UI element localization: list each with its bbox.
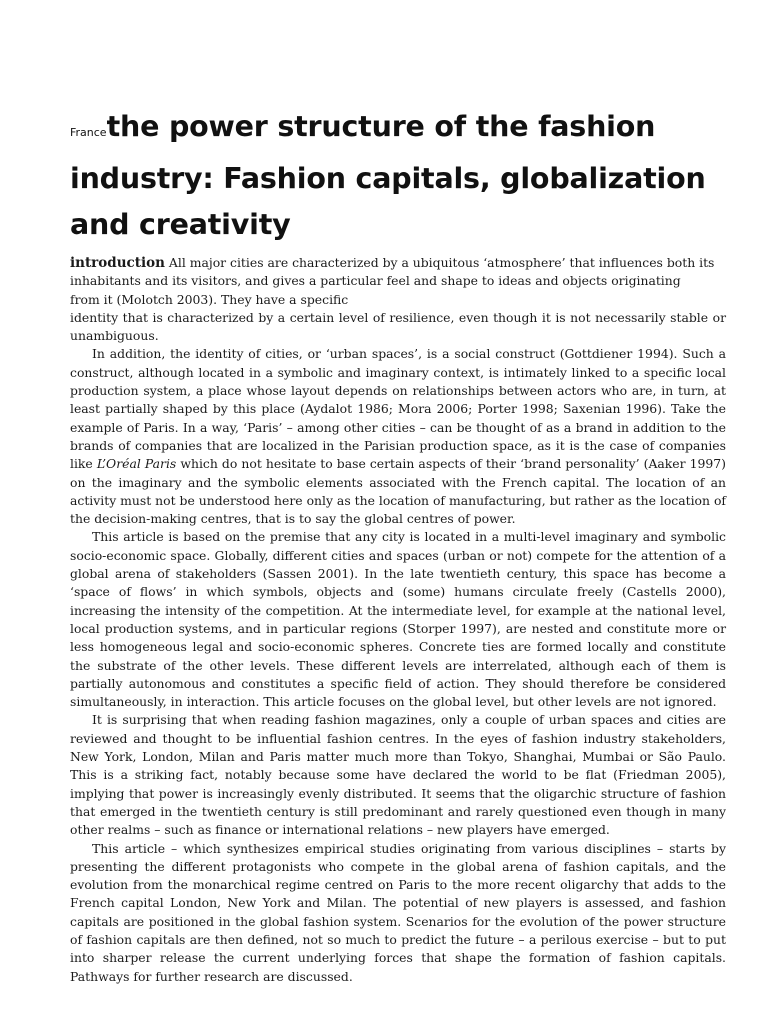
paragraph-4: It is surprising that when reading fashion magazines, only a couple of urban spaces and cities are reviewed and thought to be influential fashion centres. In the eyes of fashion industry stakeholders, New York, London, Milan and Paris matter much more than Tokyo, Shanghai, Mumbai or São Paulo. This is a striking fact, notably because some have declared the world to be flat (Friedman 2005), implying that power is increasingly evenly distributed. It seems that the oligarchic structure of fashion that emerged in the twentieth century is still predominant and rarely questioned even though in many other realms – such as finance or international relations – new players have emerged. bbox=[70, 712, 726, 838]
paragraph-3: This article is based on the premise that any city is located in a multi-level imaginary and symbolic socio-economic space. Globally, different cities and spaces (urban or not) compete for the attention of a global arena of stakeholders (Sassen 2001). In the late twentieth century, this space has become a ‘space of flows’ in which symbols, objects and (some) humans circulate freely (Castells 2000), increasing the intensity of the competition. At the intermediate level, for example at the national level, local production systems, and in particular regions (Storper 1997), are nested and constitute more or less homogeneous legal and socio-economic spheres. Concrete ties are formed locally and constitute the substrate of the other levels. These different levels are interrelated, although each of them is partially autonomous and constitutes a specific field of action. They should therefore be considered simultaneously, in interaction. This article focuses on the global level, but other levels are not ignored. bbox=[70, 529, 726, 710]
title-text: the power structure of the fashion industry: Fashion capitals, globalization and creativity bbox=[70, 110, 706, 241]
intro-paragraph-start bbox=[70, 254, 726, 291]
paragraph-5: This article – which synthesizes empirical studies originating from various disciplines – starts by presenting the different protagonists who compete in the global arena of fashion capitals, and the evolution from the monarchical regime centred on Paris to the more recent oligarchy that adds to the French capital London, New York and Milan. The potential of new players is assessed, and fashion capitals are positioned in the global fashion system. Scenarios for the evolution of the power structure of fashion capitals are then defined, not so much to predict the future – a perilous exercise – but to put into sharper release the current underlying forces that shape the formation of fashion capitals. Pathways for further research are discussed. bbox=[70, 840, 726, 984]
paragraph-2-text-a: In addition, the identity of cities, or ‘urban spaces’, is a social construct (Gottdiener 1994). Such a construct, although located in a symbolic and imaginary context, is intimately linked to a specific local production system, a place whose layout depends on relationships between actors who are, in turn, at least partially shaped by this place (Aydalot 1986; Mora 2006; Porter 1998; Saxenian 1996). Take the example of Paris. In a way, ‘Paris’ – among other cities – can be thought of as a brand in addition to the brands of companies that are localized in the Parisian production space, as it is the case of companies like bbox=[70, 346, 726, 472]
intro-paragraph-rest: identity that is characterized by a certain level of resilience, even though it is not necessarily stable or unambiguous. bbox=[70, 309, 726, 344]
intro-paragraph-break: from it (Molotch 2003). They have a specific bbox=[70, 291, 349, 307]
intro-text-1: All major cities are characterized by a ubiquitous ‘atmosphere’ that influences both its inhabitants and its visitors, and gives a particular feel and shape to ideas and objects originating bbox=[70, 255, 715, 289]
paragraph-2 bbox=[70, 345, 726, 528]
article-title bbox=[70, 104, 726, 248]
article-body bbox=[70, 254, 726, 986]
country-label: France bbox=[70, 126, 107, 139]
intro-label: introduction bbox=[70, 255, 165, 271]
brand-name-italic: L’Oréal Paris bbox=[96, 456, 177, 472]
paragraph-2-text-b: which do not hesitate to base certain aspects of their ‘brand personality’ (Aaker 1997) on the imaginary and the symbolic elements associated with the French capital. The location of an activity must not be understood here only as the location of manufacturing, but rather as the location of the decision-making centres, that is to say the global centres of power. bbox=[70, 456, 726, 527]
